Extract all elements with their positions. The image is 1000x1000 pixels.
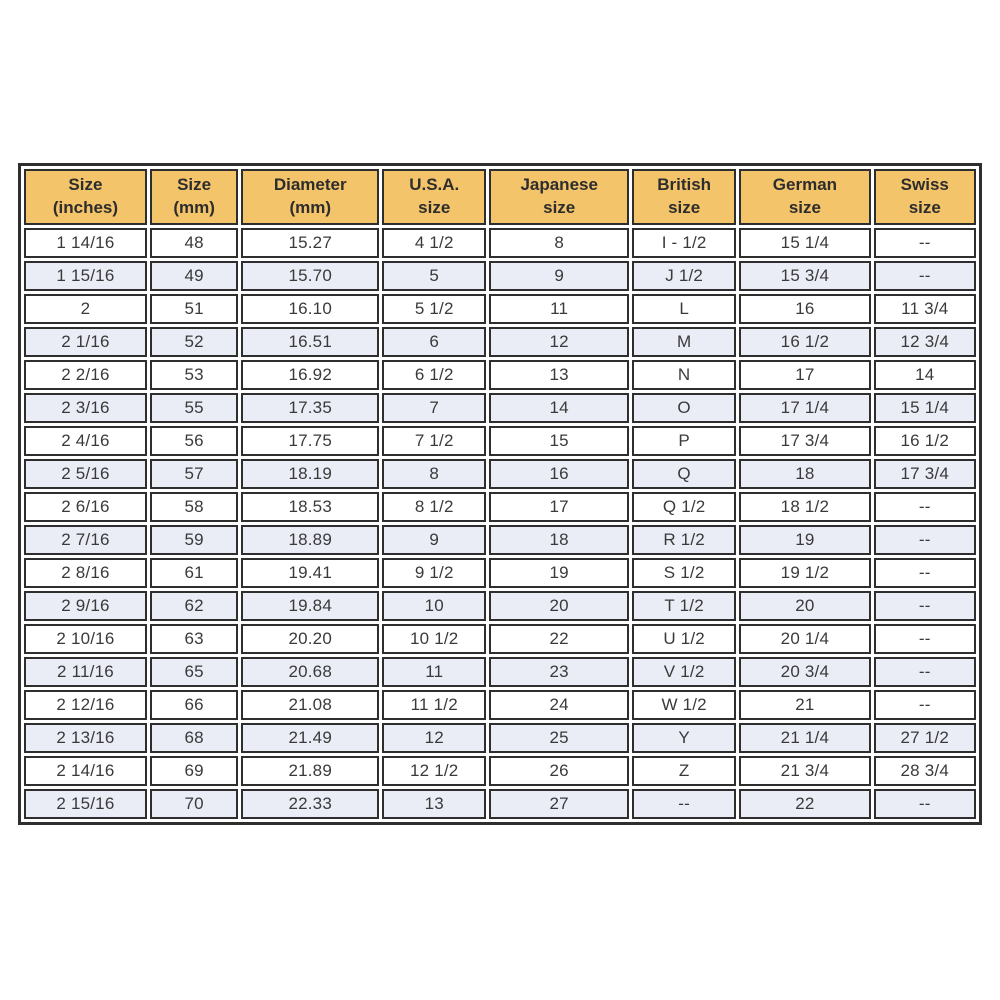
cell-diameter-mm: 16.92 <box>241 360 379 390</box>
cell-diameter-mm: 19.41 <box>241 558 379 588</box>
table-row <box>24 327 976 357</box>
cell-swiss-size: 11 3/4 <box>874 294 976 324</box>
ring-size-conversion-table <box>18 163 982 825</box>
cell-size-inches: 2 10/16 <box>24 624 147 654</box>
cell-usa-size: 7 <box>382 393 486 423</box>
column-header-swiss-size <box>874 169 976 225</box>
cell-japanese-size: 11 <box>489 294 629 324</box>
cell-size-mm: 53 <box>150 360 238 390</box>
column-header-german-size <box>739 169 870 225</box>
column-header-german-size-line2: size <box>788 198 821 217</box>
cell-size-inches: 2 7/16 <box>24 525 147 555</box>
cell-usa-size: 5 <box>382 261 486 291</box>
cell-size-inches: 2 2/16 <box>24 360 147 390</box>
cell-size-mm: 66 <box>150 690 238 720</box>
table-row <box>24 657 976 687</box>
cell-swiss-size: -- <box>874 789 976 819</box>
cell-british-size: N <box>632 360 736 390</box>
cell-japanese-size: 19 <box>489 558 629 588</box>
cell-size-mm: 63 <box>150 624 238 654</box>
cell-german-size: 18 1/2 <box>739 492 870 522</box>
cell-size-mm: 58 <box>150 492 238 522</box>
cell-size-mm: 62 <box>150 591 238 621</box>
cell-size-inches: 2 15/16 <box>24 789 147 819</box>
cell-usa-size: 13 <box>382 789 486 819</box>
cell-size-inches: 2 9/16 <box>24 591 147 621</box>
cell-size-mm: 70 <box>150 789 238 819</box>
cell-size-inches: 2 11/16 <box>24 657 147 687</box>
table-row <box>24 360 976 390</box>
cell-diameter-mm: 18.19 <box>241 459 379 489</box>
column-header-usa-size-line2: size <box>418 198 451 217</box>
table-body <box>24 228 976 819</box>
column-header-size-inches-line1: Size <box>68 175 103 195</box>
cell-diameter-mm: 18.53 <box>241 492 379 522</box>
cell-german-size: 15 3/4 <box>739 261 870 291</box>
column-header-swiss-size-line1: Swiss <box>900 175 949 195</box>
cell-diameter-mm: 22.33 <box>241 789 379 819</box>
cell-german-size: 19 <box>739 525 870 555</box>
cell-size-mm: 69 <box>150 756 238 786</box>
table-row <box>24 459 976 489</box>
cell-british-size: W 1/2 <box>632 690 736 720</box>
table-row <box>24 690 976 720</box>
cell-japanese-size: 22 <box>489 624 629 654</box>
cell-japanese-size: 23 <box>489 657 629 687</box>
cell-japanese-size: 16 <box>489 459 629 489</box>
cell-swiss-size: 27 1/2 <box>874 723 976 753</box>
cell-diameter-mm: 21.89 <box>241 756 379 786</box>
cell-size-inches: 2 14/16 <box>24 756 147 786</box>
cell-japanese-size: 26 <box>489 756 629 786</box>
ring-size-conversion-chart <box>18 163 982 825</box>
cell-usa-size: 8 1/2 <box>382 492 486 522</box>
cell-usa-size: 6 1/2 <box>382 360 486 390</box>
column-header-japanese-size-line1: Japanese <box>520 175 598 195</box>
cell-british-size: V 1/2 <box>632 657 736 687</box>
column-header-british-size-line2: size <box>668 198 701 217</box>
cell-usa-size: 8 <box>382 459 486 489</box>
cell-japanese-size: 18 <box>489 525 629 555</box>
cell-swiss-size: 14 <box>874 360 976 390</box>
cell-german-size: 16 <box>739 294 870 324</box>
header-row <box>24 169 976 225</box>
cell-japanese-size: 25 <box>489 723 629 753</box>
cell-german-size: 21 <box>739 690 870 720</box>
cell-swiss-size: -- <box>874 492 976 522</box>
cell-size-mm: 55 <box>150 393 238 423</box>
column-header-british-size-line1: British <box>657 175 712 195</box>
cell-diameter-mm: 20.20 <box>241 624 379 654</box>
cell-usa-size: 10 1/2 <box>382 624 486 654</box>
column-header-diameter-mm <box>241 169 379 225</box>
cell-usa-size: 6 <box>382 327 486 357</box>
cell-german-size: 18 <box>739 459 870 489</box>
cell-british-size: Z <box>632 756 736 786</box>
cell-british-size: O <box>632 393 736 423</box>
cell-size-inches: 2 13/16 <box>24 723 147 753</box>
cell-swiss-size: -- <box>874 624 976 654</box>
cell-japanese-size: 27 <box>489 789 629 819</box>
cell-swiss-size: 17 3/4 <box>874 459 976 489</box>
table-row <box>24 228 976 258</box>
column-header-japanese-size-line2: size <box>543 198 576 217</box>
cell-size-inches: 1 15/16 <box>24 261 147 291</box>
column-header-size-inches-line2: (inches) <box>52 198 119 217</box>
cell-german-size: 20 3/4 <box>739 657 870 687</box>
cell-diameter-mm: 16.10 <box>241 294 379 324</box>
cell-japanese-size: 24 <box>489 690 629 720</box>
table-row <box>24 492 976 522</box>
cell-japanese-size: 9 <box>489 261 629 291</box>
cell-japanese-size: 14 <box>489 393 629 423</box>
cell-size-inches: 1 14/16 <box>24 228 147 258</box>
table-row <box>24 558 976 588</box>
cell-size-mm: 68 <box>150 723 238 753</box>
cell-swiss-size: -- <box>874 591 976 621</box>
cell-british-size: S 1/2 <box>632 558 736 588</box>
cell-size-inches: 2 <box>24 294 147 324</box>
cell-size-inches: 2 1/16 <box>24 327 147 357</box>
cell-size-mm: 49 <box>150 261 238 291</box>
cell-british-size: T 1/2 <box>632 591 736 621</box>
cell-diameter-mm: 15.27 <box>241 228 379 258</box>
cell-usa-size: 9 1/2 <box>382 558 486 588</box>
cell-diameter-mm: 17.35 <box>241 393 379 423</box>
cell-german-size: 16 1/2 <box>739 327 870 357</box>
table-row <box>24 723 976 753</box>
table-row <box>24 591 976 621</box>
cell-diameter-mm: 17.75 <box>241 426 379 456</box>
cell-diameter-mm: 18.89 <box>241 525 379 555</box>
cell-swiss-size: -- <box>874 690 976 720</box>
cell-british-size: P <box>632 426 736 456</box>
table-row <box>24 294 976 324</box>
cell-size-mm: 57 <box>150 459 238 489</box>
cell-german-size: 17 <box>739 360 870 390</box>
cell-usa-size: 4 1/2 <box>382 228 486 258</box>
cell-japanese-size: 13 <box>489 360 629 390</box>
column-header-usa-size-line1: U.S.A. <box>409 175 460 195</box>
cell-diameter-mm: 16.51 <box>241 327 379 357</box>
table-row <box>24 789 976 819</box>
cell-british-size: -- <box>632 789 736 819</box>
cell-size-inches: 2 5/16 <box>24 459 147 489</box>
cell-swiss-size: -- <box>874 525 976 555</box>
cell-british-size: I - 1/2 <box>632 228 736 258</box>
cell-swiss-size: -- <box>874 261 976 291</box>
cell-size-mm: 48 <box>150 228 238 258</box>
column-header-diameter-mm-line2: (mm) <box>289 198 331 217</box>
table-row <box>24 525 976 555</box>
cell-usa-size: 11 <box>382 657 486 687</box>
column-header-japanese-size <box>489 169 629 225</box>
cell-japanese-size: 17 <box>489 492 629 522</box>
cell-usa-size: 12 <box>382 723 486 753</box>
column-header-size-mm <box>150 169 238 225</box>
cell-usa-size: 11 1/2 <box>382 690 486 720</box>
cell-diameter-mm: 20.68 <box>241 657 379 687</box>
table-row <box>24 756 976 786</box>
cell-british-size: L <box>632 294 736 324</box>
cell-diameter-mm: 21.49 <box>241 723 379 753</box>
column-header-british-size <box>632 169 736 225</box>
cell-size-mm: 56 <box>150 426 238 456</box>
cell-german-size: 21 1/4 <box>739 723 870 753</box>
column-header-usa-size <box>382 169 486 225</box>
cell-size-inches: 2 3/16 <box>24 393 147 423</box>
cell-german-size: 22 <box>739 789 870 819</box>
table-row <box>24 624 976 654</box>
cell-japanese-size: 12 <box>489 327 629 357</box>
cell-usa-size: 12 1/2 <box>382 756 486 786</box>
cell-size-inches: 2 4/16 <box>24 426 147 456</box>
table-header <box>24 169 976 225</box>
cell-swiss-size: -- <box>874 558 976 588</box>
cell-british-size: R 1/2 <box>632 525 736 555</box>
cell-german-size: 19 1/2 <box>739 558 870 588</box>
cell-size-mm: 59 <box>150 525 238 555</box>
column-header-size-inches <box>24 169 147 225</box>
cell-size-mm: 65 <box>150 657 238 687</box>
cell-swiss-size: 16 1/2 <box>874 426 976 456</box>
cell-japanese-size: 15 <box>489 426 629 456</box>
table-row <box>24 393 976 423</box>
cell-usa-size: 10 <box>382 591 486 621</box>
cell-size-inches: 2 6/16 <box>24 492 147 522</box>
cell-british-size: M <box>632 327 736 357</box>
cell-german-size: 17 1/4 <box>739 393 870 423</box>
cell-usa-size: 5 1/2 <box>382 294 486 324</box>
cell-diameter-mm: 19.84 <box>241 591 379 621</box>
cell-british-size: J 1/2 <box>632 261 736 291</box>
column-header-german-size-line1: German <box>772 175 838 195</box>
cell-german-size: 21 3/4 <box>739 756 870 786</box>
cell-swiss-size: -- <box>874 228 976 258</box>
cell-size-mm: 52 <box>150 327 238 357</box>
cell-british-size: Q 1/2 <box>632 492 736 522</box>
cell-size-inches: 2 12/16 <box>24 690 147 720</box>
cell-swiss-size: 28 3/4 <box>874 756 976 786</box>
column-header-diameter-mm-line1: Diameter <box>273 175 347 195</box>
cell-german-size: 20 1/4 <box>739 624 870 654</box>
cell-diameter-mm: 15.70 <box>241 261 379 291</box>
cell-german-size: 17 3/4 <box>739 426 870 456</box>
cell-size-inches: 2 8/16 <box>24 558 147 588</box>
cell-usa-size: 7 1/2 <box>382 426 486 456</box>
column-header-size-mm-line2: (mm) <box>173 198 215 217</box>
table-row <box>24 261 976 291</box>
cell-japanese-size: 8 <box>489 228 629 258</box>
cell-diameter-mm: 21.08 <box>241 690 379 720</box>
cell-british-size: Q <box>632 459 736 489</box>
cell-size-mm: 61 <box>150 558 238 588</box>
cell-size-mm: 51 <box>150 294 238 324</box>
cell-german-size: 15 1/4 <box>739 228 870 258</box>
column-header-swiss-size-line2: size <box>908 198 941 217</box>
table-row <box>24 426 976 456</box>
column-header-size-mm-line1: Size <box>177 175 212 195</box>
cell-british-size: Y <box>632 723 736 753</box>
cell-british-size: U 1/2 <box>632 624 736 654</box>
cell-usa-size: 9 <box>382 525 486 555</box>
cell-german-size: 20 <box>739 591 870 621</box>
cell-japanese-size: 20 <box>489 591 629 621</box>
cell-swiss-size: 15 1/4 <box>874 393 976 423</box>
cell-swiss-size: -- <box>874 657 976 687</box>
cell-swiss-size: 12 3/4 <box>874 327 976 357</box>
